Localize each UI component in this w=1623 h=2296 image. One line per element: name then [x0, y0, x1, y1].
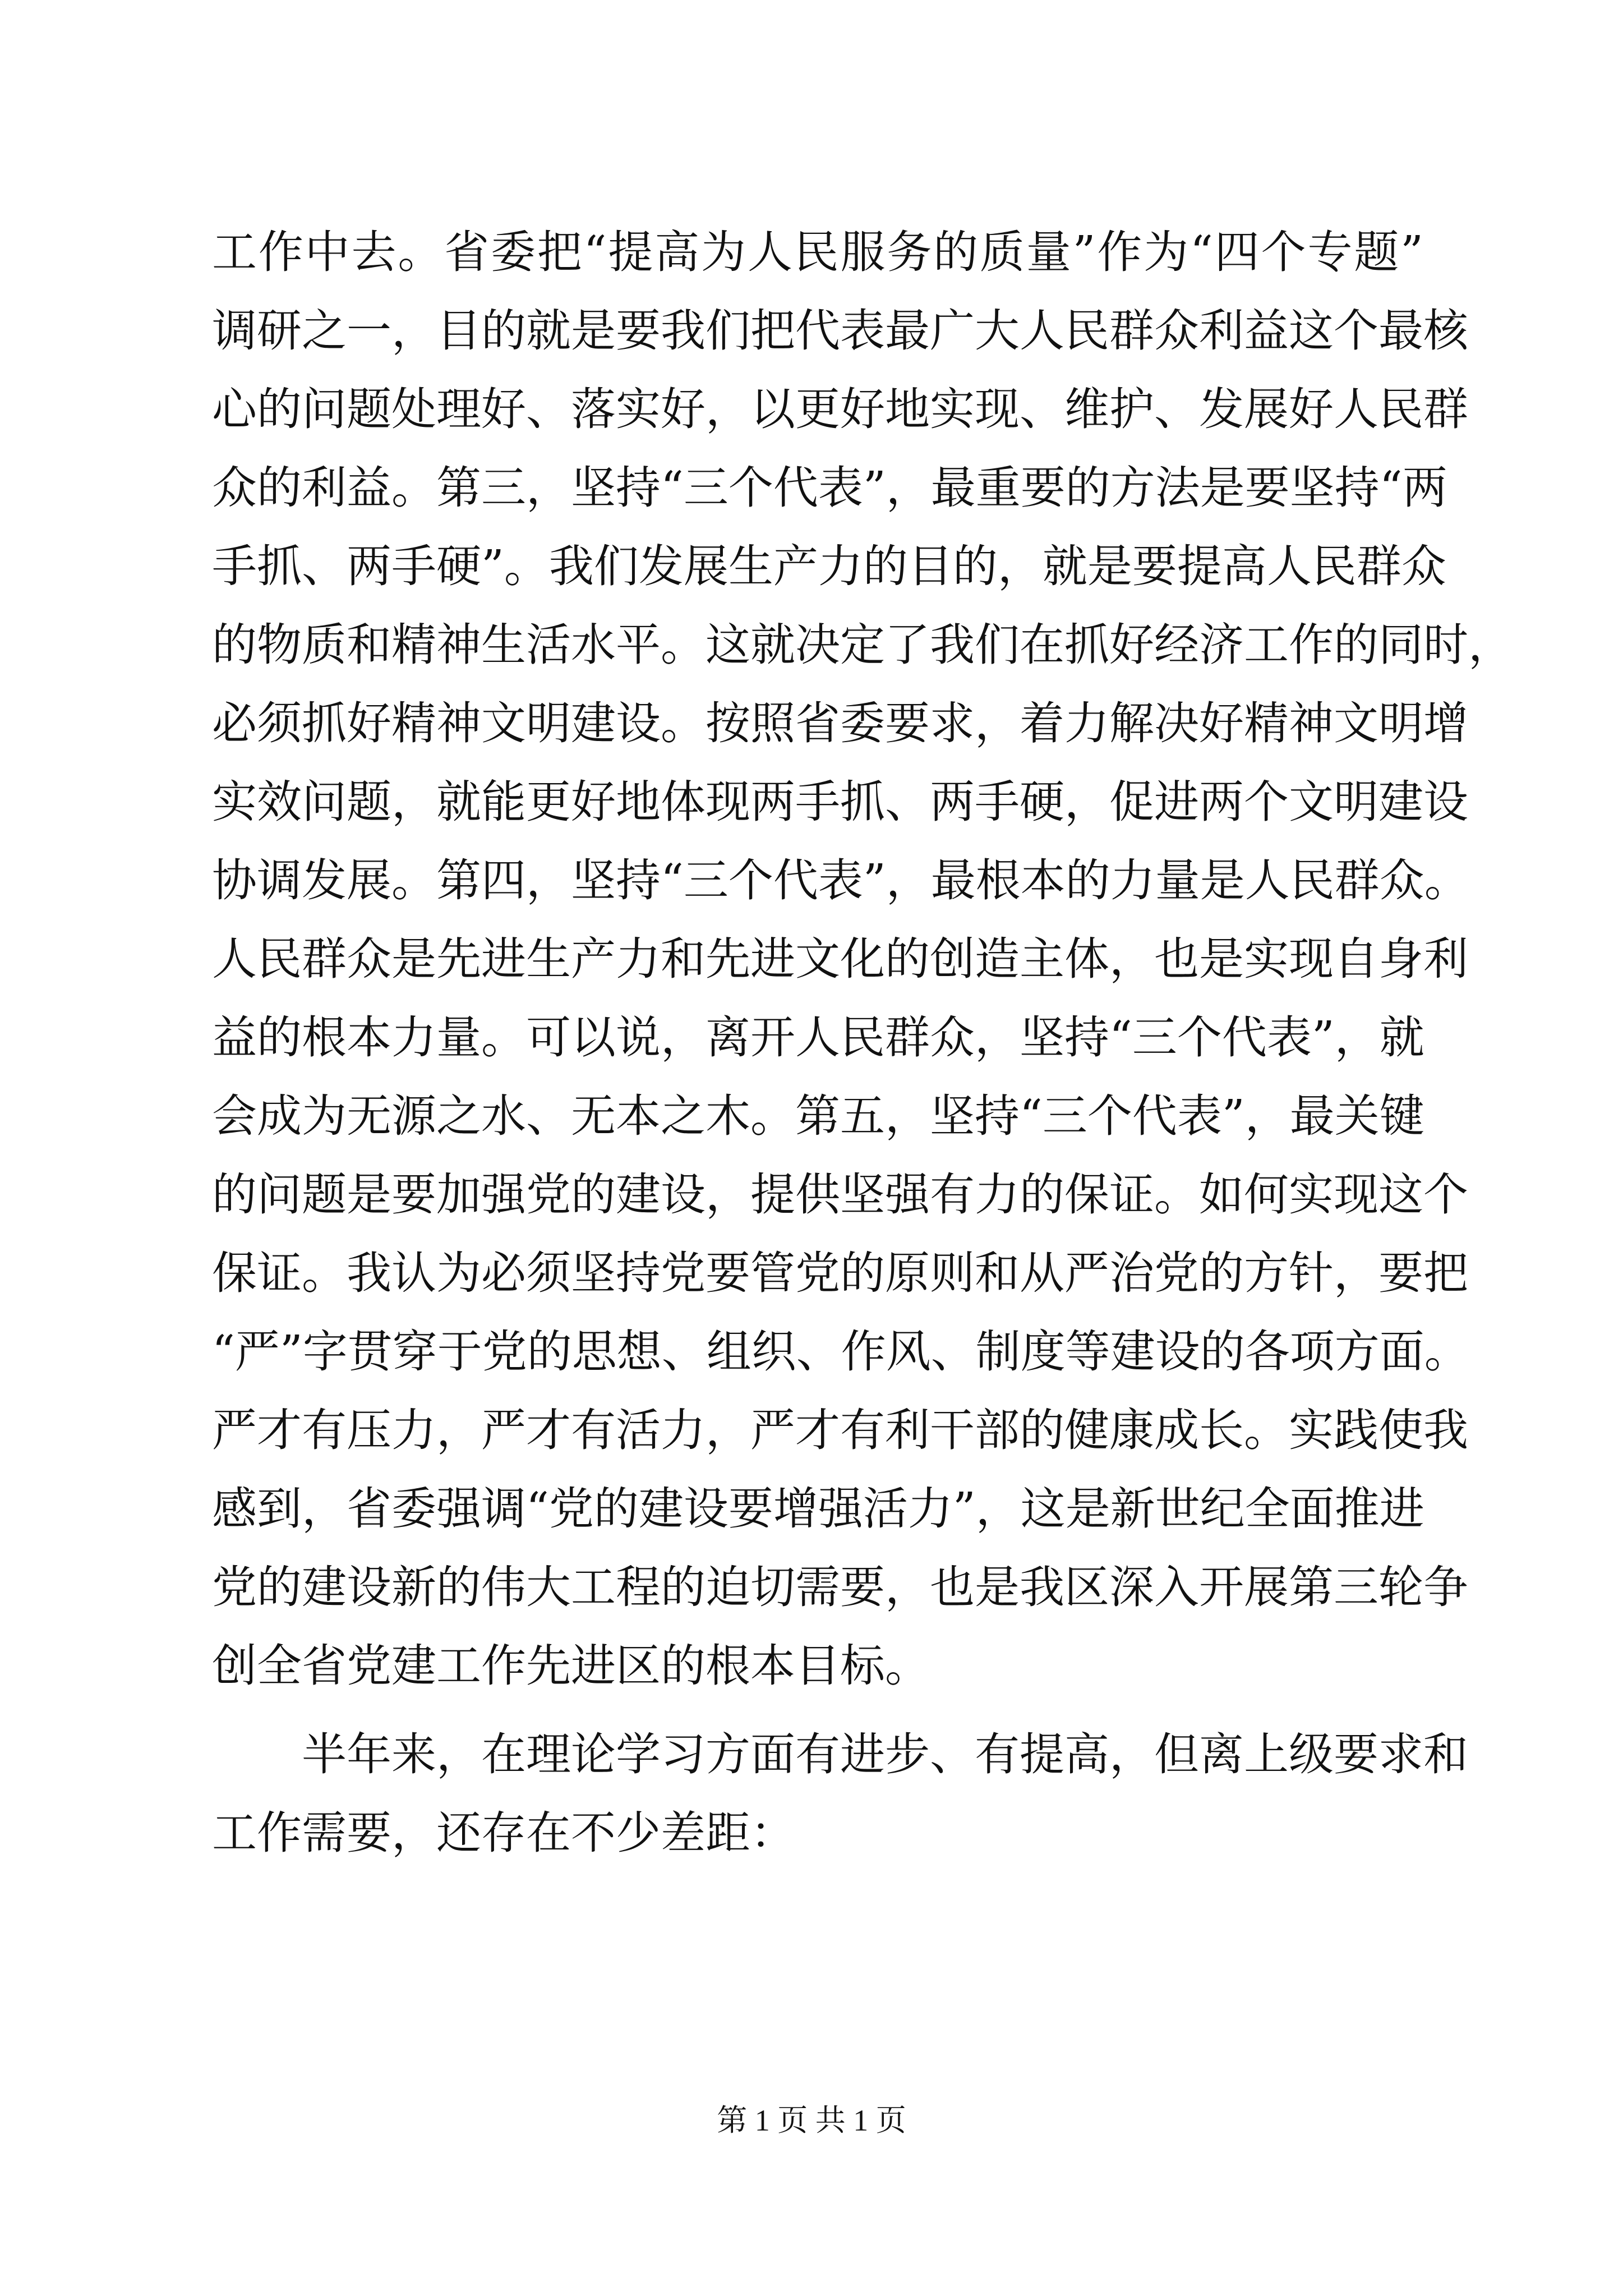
document-body: [212, 213, 1513, 1872]
text-line: 手抓、两手硬”。我们发展生产力的目的，就是要提高人民群众: [212, 540, 1446, 592]
text-line: 调研之一，目的就是要我们把代表最广大人民群众利益这个最核: [212, 305, 1468, 357]
text-line: 心的问题处理好、落实好，以更好地实现、维护、发展好人民群: [212, 383, 1468, 435]
text-line: 党的建设新的伟大工程的迫切需要，也是我区深入开展第三轮争: [212, 1561, 1468, 1613]
text-line: 感到，省委强调“党的建设要增强活力”，这是新世纪全面推进: [212, 1483, 1424, 1535]
text-line: 创全省党建工作先进区的根本目标。: [212, 1640, 930, 1692]
paragraph-gap: [212, 1705, 1423, 1715]
page-footer: 第 1 页 共 1 页: [717, 2104, 906, 2137]
text-line: 众的利益。第三，坚持“三个代表”，最重要的方法是要坚持“两: [212, 462, 1447, 514]
text-line: 协调发展。第四，坚持“三个代表”，最根本的力量是人民群众。: [212, 854, 1469, 907]
text-line: 严才有压力，严才有活力，严才有利干部的健康成长。实践使我: [212, 1404, 1468, 1456]
text-line: 的物质和精神生活水平。这就决定了我们在抓好经济工作的同时，: [212, 619, 1513, 671]
text-line: 半年来，在理论学习方面有进步、有提高，但离上级要求和: [212, 1728, 1468, 1780]
text-line: 益的根本力量。可以说，离开人民群众，坚持“三个代表”，就: [212, 1011, 1424, 1064]
text-line: 必须抓好精神文明建设。按照省委要求，着力解决好精神文明增: [212, 697, 1468, 749]
text-line: 实效问题，就能更好地体现两手抓、两手硬，促进两个文明建设: [212, 776, 1468, 828]
text-line: 保证。我认为必须坚持党要管党的原则和从严治党的方针，要把: [212, 1247, 1468, 1299]
text-line: 工作需要，还存在不少差距：: [212, 1807, 795, 1859]
text-line: 会成为无源之水、无本之木。第五，坚持“三个代表”，最关键: [212, 1090, 1424, 1142]
text-line: “严”字贯穿于党的思想、组织、作风、制度等建设的各项方面。: [212, 1326, 1469, 1378]
text-line: 人民群众是先进生产力和先进文化的创造主体，也是实现自身利: [212, 933, 1468, 985]
text-line: 工作中去。省委把“提高为人民服务的质量”作为“四个专题”: [212, 226, 1423, 278]
text-line: 的问题是要加强党的建设，提供坚强有力的保证。如何实现这个: [212, 1168, 1468, 1221]
